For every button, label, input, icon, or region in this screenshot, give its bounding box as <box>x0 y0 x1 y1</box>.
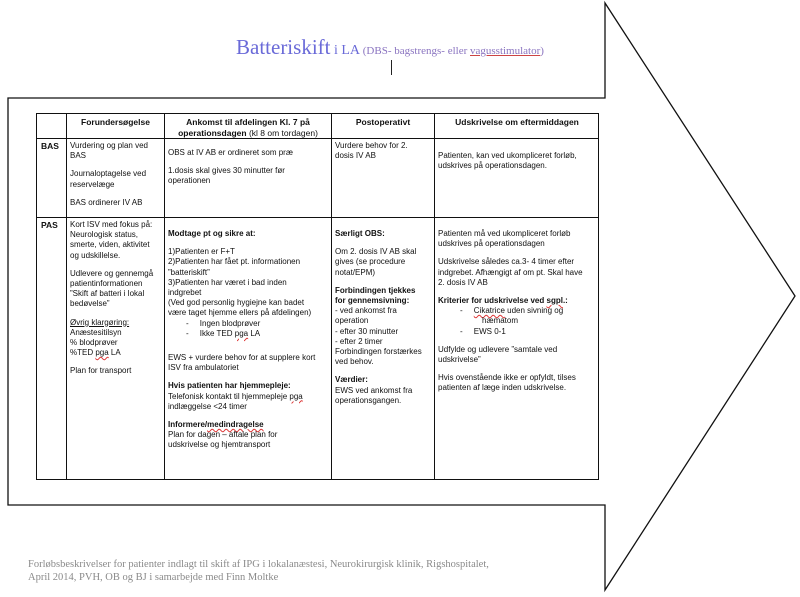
text-line: BAS ordinerer IV AB <box>70 197 143 207</box>
bullet-item: - Cikatrice uden sivning og <box>460 306 564 316</box>
text-line: Patienten, kan ved ukompliceret forløb, <box>438 151 577 160</box>
text-line: Om 2. dosis IV AB skal <box>335 247 417 257</box>
text-line: Vurdere behov for 2. <box>335 141 408 150</box>
col-divider <box>331 114 332 479</box>
text-part: Cikatrice <box>473 306 505 316</box>
footer-line: April 2014, PVH, OB og BJ i samarbejde med Finn Moltke <box>28 572 279 583</box>
text-line: Journaloptagelse ved <box>70 169 147 179</box>
text-line: - ved ankomst fra <box>335 306 397 316</box>
title-mid: i LA <box>330 43 363 58</box>
text-line <box>70 348 164 358</box>
bas-forundersogelse-cell <box>70 141 164 208</box>
text-line: Anæstesitilsyn <box>70 327 122 337</box>
text-part: pga <box>289 391 303 401</box>
pas-udskrivelse-cell <box>438 229 598 394</box>
header-udskrivelse: Udskrivelse om eftermiddagen <box>455 117 579 127</box>
text-line: patienten af læge inden udskrivelse. <box>438 383 567 393</box>
bullet-item: - EWS 0-1 <box>460 326 506 336</box>
header-ankomst-text: Ankomst til afdelingen Kl. 7 på operationsdagen <box>178 117 310 138</box>
header-postoperativt: Postoperativt <box>355 117 411 127</box>
text-line: hæmatom <box>482 316 519 326</box>
text-part: .: <box>562 296 568 306</box>
plan-table <box>36 113 599 480</box>
text-line: 2. dosis IV AB <box>438 277 488 287</box>
text-line: udskrives på operationsdagen. <box>438 161 547 171</box>
text-line: - efter 2 timer <box>335 336 383 346</box>
row-label-bas: BAS <box>41 141 59 151</box>
text-line: ”batteriskift” <box>168 267 210 277</box>
header-forundersogelse: Forundersøgelse <box>81 117 150 127</box>
text-line: 1.dosis skal gives 30 minutter før <box>168 166 285 176</box>
text-line: Øvrig klargøring: <box>70 317 130 327</box>
text-part: sgpl <box>546 296 563 306</box>
text-line: - efter 30 minutter <box>335 326 399 336</box>
text-line: BAS <box>70 151 87 161</box>
text-line: Kort ISV med fokus på: <box>70 220 153 229</box>
text-line: operationsgangen. <box>335 395 402 405</box>
text-part: pga <box>95 348 109 358</box>
text-part: Informere/ <box>168 420 208 430</box>
text-line: % blodprøver <box>70 338 118 348</box>
text-line: smerte, viden, aktivitet <box>70 240 150 250</box>
text-line: reservelæge <box>70 179 115 189</box>
cell-heading: Særligt OBS: <box>335 229 385 238</box>
text-line: udskrivelse” <box>438 355 481 365</box>
cell-heading: for gennemsivning: <box>335 296 410 306</box>
text-line: 1)Patienten er F+T <box>168 247 235 257</box>
cell-heading <box>438 296 598 306</box>
cell-heading: Modtage pt og sikre at: <box>168 229 256 238</box>
text-line: og udskillelse. <box>70 250 121 260</box>
pas-postop-cell <box>335 229 433 406</box>
text-line: dosis IV AB <box>335 151 376 161</box>
text-part: LA <box>108 348 121 358</box>
row-divider <box>37 217 598 218</box>
text-line: Vurdering og plan ved <box>70 141 148 150</box>
pas-ankomst-cell <box>168 229 330 451</box>
text-line <box>168 392 330 402</box>
text-line: 3)Patienten har været i bad inden <box>168 277 287 287</box>
text-line: ”Skift af batteri i lokal <box>70 289 145 299</box>
text-part: medindragelse <box>207 420 264 430</box>
text-part: pga <box>234 328 249 338</box>
text-part: EWS 0-1 <box>473 326 506 336</box>
text-part: Telefonisk kontakt til hjemmepleje <box>168 391 290 401</box>
pas-forundersogelse-cell <box>70 220 164 377</box>
footer-note <box>28 558 588 584</box>
text-part: %TED <box>70 348 96 358</box>
text-line: bedøvelse” <box>70 299 110 309</box>
document-title <box>236 35 544 60</box>
text-line: udskrivelse og hjemtransport <box>168 440 271 450</box>
title-sub-open: (DBS- bagstrengs- eller <box>362 45 470 57</box>
header-ankomst <box>165 117 331 138</box>
text-cursor <box>391 60 392 75</box>
col-divider <box>164 114 165 479</box>
bullet-item: - Ikke TED pga LA <box>186 328 261 338</box>
col-divider <box>66 114 67 479</box>
footer-line: Forløbsbeskrivelser for patienter indlagt til skift af IPG i lokalanæstesi, Neurokirurgisk klinik, Rigshospitalet, <box>28 559 489 570</box>
text-line: notat/EPM) <box>335 267 376 277</box>
text-line: operation <box>335 316 369 326</box>
cell-heading: Værdier: <box>335 375 368 385</box>
cell-heading <box>168 420 330 430</box>
text-line: Neurologisk status, <box>70 230 139 240</box>
row-label-pas: PAS <box>41 220 58 230</box>
text-line: Udlevere og gennemgå <box>70 268 154 278</box>
text-line: patientinformationen <box>70 279 143 289</box>
title-main: Batteriskift <box>236 35 331 59</box>
text-line: ISV fra ambulatoriet <box>168 363 239 373</box>
text-line: gives (se procedure <box>335 257 406 267</box>
text-line: Forbindingen forstærkes <box>335 347 422 357</box>
text-line: EWS ved ankomst fra <box>335 385 413 395</box>
text-line: Plan for dagen – aftale plan for <box>168 430 278 440</box>
bas-udskrivelse-cell <box>438 151 598 171</box>
text-line: indgrebet <box>168 288 202 298</box>
text-line: 2)Patienten har fået pt. informationen <box>168 257 301 267</box>
bas-postop-cell <box>335 141 433 161</box>
title-sub <box>363 45 544 57</box>
text-line: ved behov. <box>335 357 374 367</box>
bullet-item: - Ingen blodprøver <box>186 318 261 328</box>
text-line: være taget hjemme ellers på afdelingen) <box>168 308 312 318</box>
cell-heading: Forbindingen tjekkes <box>335 285 416 295</box>
col-divider <box>434 114 435 479</box>
text-line: Patienten må ved ukompliceret forløb <box>438 229 571 238</box>
text-line: Plan for transport <box>70 366 132 376</box>
text-line: EWS + vurdere behov for at supplere kort <box>168 353 316 363</box>
text-part: uden sivning og <box>504 306 564 316</box>
text-part: Kriterier for udskrivelse ved <box>438 296 547 306</box>
text-part: Ikke TED <box>199 328 235 338</box>
text-line: (Ved god personlig hygiejne kan badet <box>168 298 305 308</box>
title-sub-underlined: vagusstimulator <box>470 45 541 57</box>
text-part: Ingen blodprøver <box>199 318 261 328</box>
text-line: indgrebet. Afhængigt af om pt. Skal have <box>438 267 583 277</box>
text-line: indlæggelse <24 timer <box>168 401 247 411</box>
cell-heading: Hvis patienten har hjemmepleje: <box>168 381 291 391</box>
text-line: Udfylde og udlevere ”samtale ved <box>438 344 558 354</box>
text-line: OBS at IV AB er ordineret som præ <box>168 148 293 157</box>
bas-ankomst-cell <box>168 148 330 187</box>
title-sub-close: ) <box>540 45 544 57</box>
row-divider <box>37 138 598 139</box>
header-ankomst-note: (kl 8 om tordagen) <box>248 127 318 138</box>
text-line: operationen <box>168 176 211 186</box>
text-line: Hvis ovenstående ikke er opfyldt, tilses <box>438 373 576 383</box>
text-line: udskrives på operationsdagen <box>438 239 545 249</box>
text-part: LA <box>248 328 261 338</box>
text-line: Udskrivelse således ca.3- 4 timer efter <box>438 257 575 267</box>
